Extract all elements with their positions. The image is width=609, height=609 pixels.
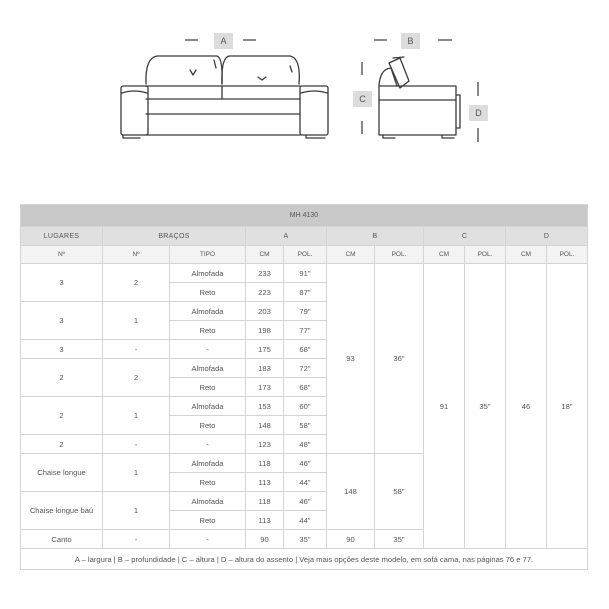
cell-a-pol: 72" [284,359,327,378]
header-c: C [424,227,506,246]
cell-a-pol: 68" [284,378,327,397]
cell-lugares: Canto [21,530,103,549]
cell-tipo: Almofada [170,264,246,283]
cell-a-pol: 77" [284,321,327,340]
header-b: B [327,227,424,246]
cell-b-pol: 36" [375,264,424,454]
cell-a-cm: 173 [246,378,284,397]
cell-bracos: 1 [103,492,170,530]
cell-a-cm: 183 [246,359,284,378]
cell-a-cm: 90 [246,530,284,549]
cell-bracos: - [103,530,170,549]
cell-lugares: 2 [21,359,103,397]
cell-a-cm: 148 [246,416,284,435]
subheader-d-cm: CM [506,246,547,264]
subheader-c-cm: CM [424,246,465,264]
dimension-label-a: A [214,33,233,49]
cell-tipo: Reto [170,283,246,302]
cell-a-cm: 113 [246,473,284,492]
cell-tipo: Reto [170,378,246,397]
cell-bracos: 1 [103,397,170,435]
subheader-d-pol: POL. [547,246,588,264]
table-row [21,264,588,283]
cell-lugares: Chaise longue baú [21,492,103,530]
cell-a-pol: 79" [284,302,327,321]
header-bracos: BRAÇOS [103,227,246,246]
model-title: MH 4130 [21,205,588,227]
cell-b-cm: 148 [327,454,375,530]
dimension-label-c: C [353,91,372,107]
cell-tipo: Almofada [170,492,246,511]
dimension-label-d: D [469,105,488,121]
cell-bracos: - [103,435,170,454]
sofa-diagram [0,0,609,200]
cell-a-pol: 44" [284,511,327,530]
cell-b-cm: 90 [327,530,375,549]
cell-a-cm: 123 [246,435,284,454]
dimension-label-b: B [401,33,420,49]
subheader-b-cm: CM [327,246,375,264]
cell-lugares: 3 [21,302,103,340]
cell-d-pol: 18" [547,264,588,549]
cell-a-cm: 118 [246,454,284,473]
cell-a-pol: 35" [284,530,327,549]
header-lugares: LUGARES [21,227,103,246]
subheader-c-pol: POL. [465,246,506,264]
cell-a-cm: 118 [246,492,284,511]
cell-a-cm: 153 [246,397,284,416]
sofa-dimension-drawing [0,0,609,200]
cell-tipo: Reto [170,511,246,530]
cell-tipo: - [170,340,246,359]
cell-a-cm: 113 [246,511,284,530]
subheader-bracos-n: Nº [103,246,170,264]
cell-lugares: 3 [21,340,103,359]
cell-c-pol: 35" [465,264,506,549]
header-a: A [246,227,327,246]
cell-tipo: Reto [170,473,246,492]
subheader-lugares-n: Nº [21,246,103,264]
cell-bracos: 1 [103,302,170,340]
table-footnote: A – largura | B – profundidade | C – altura | D – altura do assento | Veja mais opções deste modelo, em sofá cama, nas páginas 76 e 77. [21,549,588,570]
cell-tipo: Almofada [170,302,246,321]
subheader-a-pol: POL. [284,246,327,264]
cell-c-cm: 91 [424,264,465,549]
cell-tipo: - [170,435,246,454]
cell-tipo: Almofada [170,359,246,378]
dimension-lines [185,40,478,142]
cell-tipo: Almofada [170,454,246,473]
cell-tipo: Almofada [170,397,246,416]
cell-a-cm: 233 [246,264,284,283]
cell-bracos: 1 [103,454,170,492]
sofa-front-view [121,56,328,138]
dimensions-table [20,204,588,570]
cell-tipo: Reto [170,321,246,340]
cell-a-pol: 48" [284,435,327,454]
sofa-side-view [379,57,460,138]
cell-a-pol: 91" [284,264,327,283]
cell-lugares: 2 [21,435,103,454]
cell-a-cm: 198 [246,321,284,340]
cell-tipo: Reto [170,416,246,435]
cell-a-cm: 175 [246,340,284,359]
cell-bracos: 2 [103,359,170,397]
cell-a-cm: 223 [246,283,284,302]
subheader-b-pol: POL. [375,246,424,264]
cell-lugares: Chaise longue [21,454,103,492]
cell-b-pol: 58" [375,454,424,530]
cell-a-pol: 44" [284,473,327,492]
cell-b-cm: 93 [327,264,375,454]
cell-lugares: 2 [21,397,103,435]
header-d: D [506,227,588,246]
cell-a-pol: 46" [284,454,327,473]
cell-a-cm: 203 [246,302,284,321]
cell-a-pol: 60" [284,397,327,416]
subheader-tipo: TIPO [170,246,246,264]
cell-a-pol: 68" [284,340,327,359]
cell-a-pol: 87" [284,283,327,302]
cell-tipo: - [170,530,246,549]
cell-a-pol: 58" [284,416,327,435]
cell-lugares: 3 [21,264,103,302]
cell-bracos: - [103,340,170,359]
cell-b-pol: 35" [375,530,424,549]
cell-bracos: 2 [103,264,170,302]
cell-d-cm: 46 [506,264,547,549]
subheader-a-cm: CM [246,246,284,264]
cell-a-pol: 46" [284,492,327,511]
